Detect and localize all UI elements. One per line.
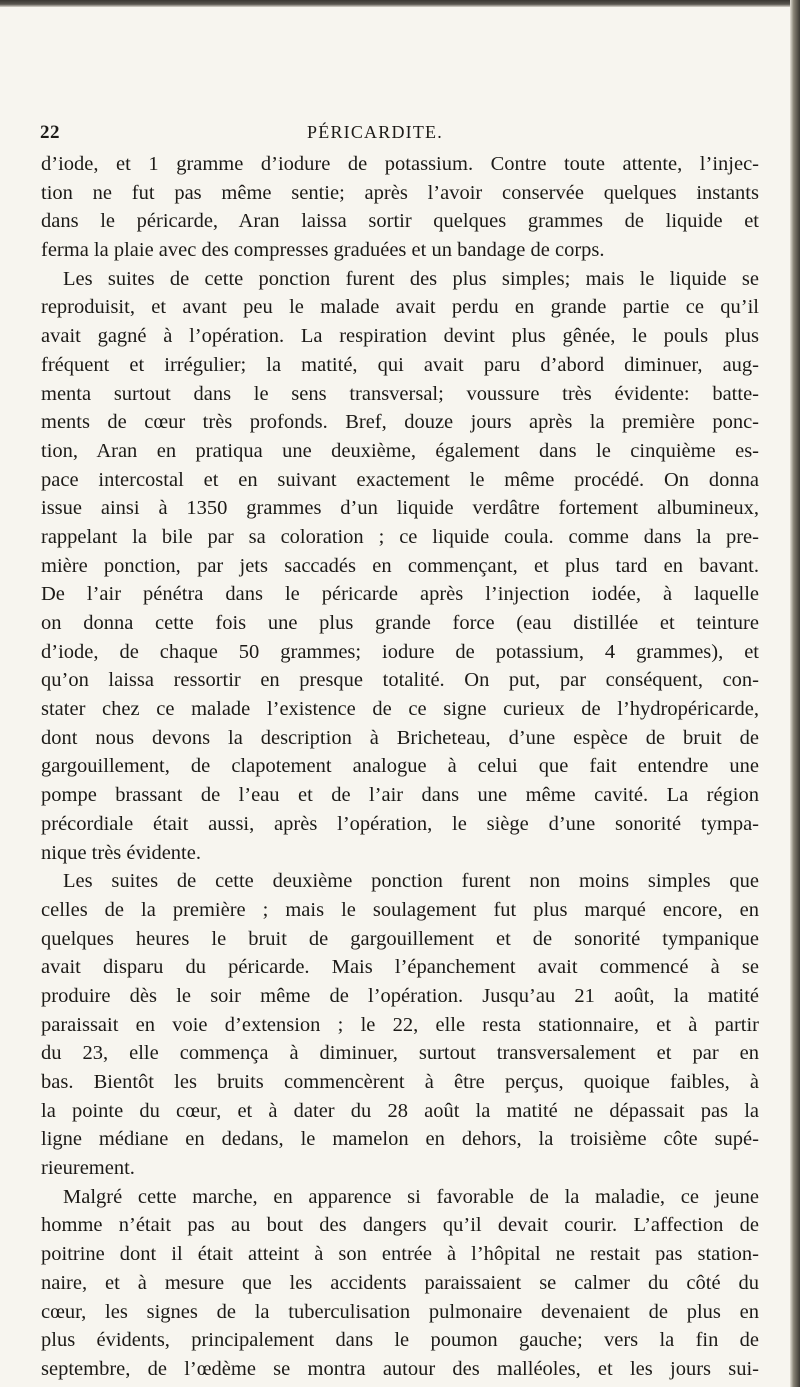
text-line: nique très évidente. bbox=[41, 841, 201, 864]
text-line: d’iode, de chaque 50 grammes; iodure de potassium, 4 grammes), et bbox=[41, 640, 759, 663]
text-line: pompe brassant de l’eau et de l’air dans une même cavité. La région bbox=[41, 784, 759, 807]
page-binding-edge bbox=[790, 0, 800, 1387]
text-line: homme n’était pas au bout des dangers qu’il devait courir. L’affection de bbox=[41, 1214, 759, 1237]
text-line: celles de la première ; mais le soulagement fut plus marqué encore, en bbox=[41, 898, 759, 921]
text-line: tion ne fut pas même sentie; après l’avoir conservée quelques instants bbox=[41, 181, 759, 204]
text-line: plus évidents, principalement dans le poumon gauche; vers la fin de bbox=[41, 1329, 759, 1352]
text-line: dont nous devons la description à Bricheteau, d’une espèce de bruit de bbox=[41, 726, 759, 749]
text-line: paraissait en voie d’extension ; le 22, elle resta stationnaire, et à partir bbox=[41, 1013, 759, 1036]
text-line: menta surtout dans le sens transversal; voussure très évidente: batte- bbox=[41, 382, 759, 405]
text-line: poitrine dont il était atteint à son entrée à l’hôpital ne restait pas station- bbox=[41, 1243, 759, 1266]
text-line: avait gagné à l’opération. La respiration devint plus gênée, le pouls plus bbox=[41, 325, 759, 348]
text-line: cœur, les signes de la tuberculisation pulmonaire devenaient de plus en bbox=[41, 1300, 759, 1323]
text-line: on donna cette fois une plus grande force (eau distillée et teinture bbox=[41, 612, 759, 634]
text-line: d’iode, et 1 gramme d’iodure de potassium. Contre toute attente, l’injec- bbox=[41, 153, 759, 175]
text-line: Malgré cette marche, en apparence si favorable de la maladie, ce jeune bbox=[63, 1185, 759, 1208]
text-line: naire, et à mesure que les accidents paraissaient se calmer du côté du bbox=[41, 1271, 759, 1294]
text-line: mière ponction, par jets saccadés en commençant, et plus tard en bavant. bbox=[41, 554, 759, 577]
text-line: reproduisit, et avant peu le malade avait perdu en grande partie ce qu’il bbox=[41, 296, 759, 319]
text-line: dans le péricarde, Aran laissa sortir quelques grammes de liquide et bbox=[41, 210, 759, 233]
body-text bbox=[41, 150, 759, 1384]
text-line: issue ainsi à 1350 grammes d’un liquide verdâtre fortement albumineux, bbox=[41, 497, 759, 520]
running-head bbox=[40, 122, 760, 146]
page-top-edge bbox=[0, 0, 800, 7]
text-line: ligne médiane en dedans, le mamelon en dehors, la troisième côte supé- bbox=[41, 1128, 759, 1151]
page-number: 22 bbox=[40, 122, 60, 143]
text-line: stater chez ce malade l’existence de ce signe curieux de l’hydropéricarde, bbox=[41, 698, 759, 721]
text-line: avait disparu du péricarde. Mais l’épanchement avait commencé à se bbox=[41, 956, 759, 979]
text-line: De l’air pénétra dans le péricarde après l’injection iodée, à laquelle bbox=[41, 583, 759, 606]
text-line: du 23, elle commença à diminuer, surtout transversalement et par en bbox=[41, 1042, 759, 1065]
text-line: précordiale était aussi, après l’opération, le siège d’une sonorité tympa- bbox=[41, 812, 759, 835]
text-line: produire dès le soir même de l’opération. Jusqu’au 21 août, la matité bbox=[41, 984, 759, 1007]
text-line: qu’on laissa ressortir en presque totalité. On put, par conséquent, con- bbox=[41, 669, 759, 692]
text-line: ferma la plaie avec des compresses graduées et un bandage de corps. bbox=[41, 239, 605, 262]
text-line: pace intercostal et en suivant exactement le même procédé. On donna bbox=[41, 468, 759, 491]
paragraph bbox=[41, 265, 759, 867]
text-line: rappelant la bile par sa coloration ; ce liquide coula. comme dans la pre- bbox=[41, 525, 759, 548]
text-line: Les suites de cette deuxième ponction furent non moins simples que bbox=[63, 870, 759, 893]
text-line: fréquent et irrégulier; la matité, qui avait paru d’abord diminuer, aug- bbox=[41, 353, 759, 376]
text-line: gargouillement, de clapotement analogue à celui que fait entendre une bbox=[41, 755, 759, 778]
text-line: bas. Bientôt les bruits commencèrent à être perçus, quoique faibles, à bbox=[41, 1071, 759, 1093]
text-line: Les suites de cette ponction furent des plus simples; mais le liquide se bbox=[63, 267, 759, 290]
paragraph bbox=[41, 867, 759, 1183]
text-line: la pointe du cœur, et à dater du 28 août la matité ne dépassait pas la bbox=[41, 1099, 759, 1122]
text-line: rieurement. bbox=[41, 1157, 135, 1180]
paragraph bbox=[41, 1183, 759, 1384]
text-line: quelques heures le bruit de gargouillement et de sonorité tympanique bbox=[41, 927, 759, 950]
running-title: PÉRICARDITE. bbox=[307, 122, 443, 142]
text-line: tion, Aran en pratiqua une deuxième, également dans le cinquième es- bbox=[41, 439, 759, 462]
text-line: septembre, de l’œdème se montra autour des malléoles, et les jours sui- bbox=[41, 1357, 759, 1380]
text-line: ments de cœur très profonds. Bref, douze jours après la première ponc- bbox=[41, 411, 759, 434]
paragraph bbox=[41, 150, 759, 265]
